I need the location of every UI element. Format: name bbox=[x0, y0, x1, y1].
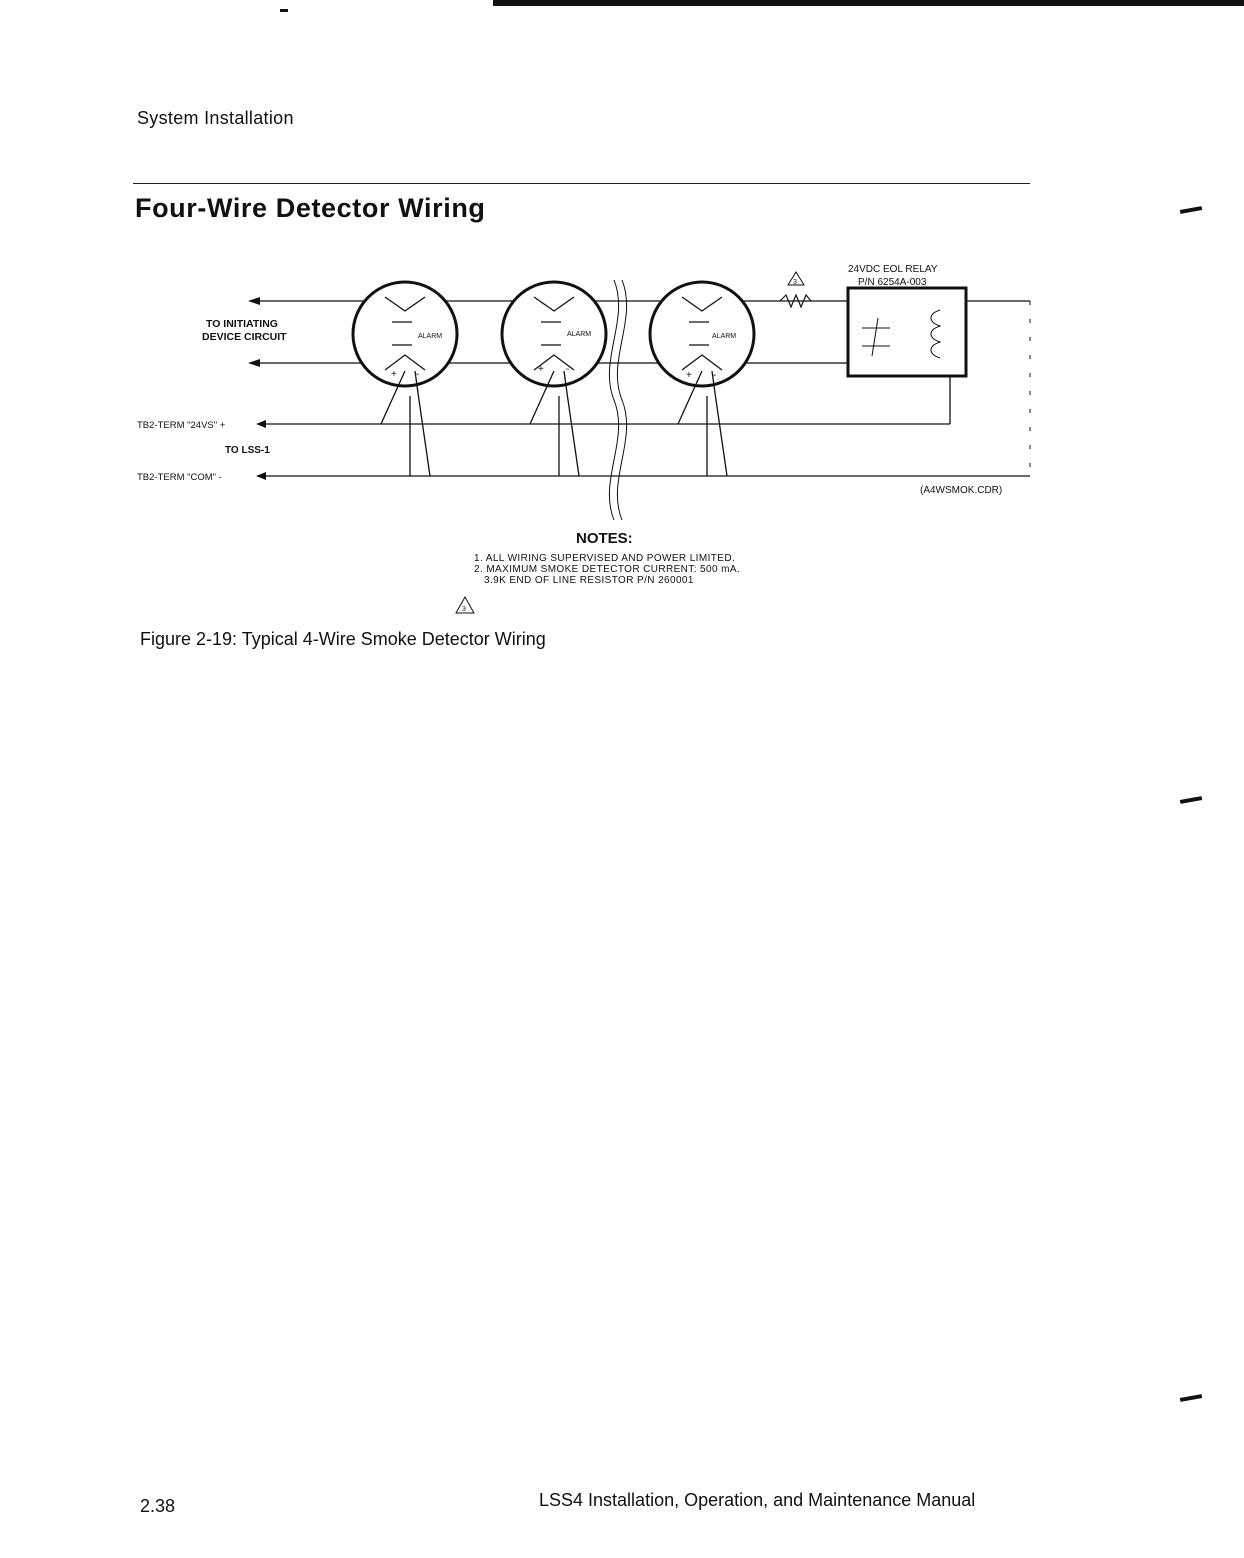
detector-3-minus: - bbox=[713, 370, 717, 381]
detector-1-plus: + bbox=[391, 369, 397, 380]
detector-3-alarm-label: ALARM bbox=[712, 333, 737, 340]
initiating-label-line2: DEVICE CIRCUIT bbox=[202, 331, 287, 343]
detector-1-minus: - bbox=[416, 369, 420, 380]
binding-mark-bottom bbox=[1180, 1394, 1202, 1402]
term-com-label: TB2-TERM "COM" - bbox=[137, 472, 222, 483]
manual-title: LSS4 Installation, Operation, and Maintenance Manual bbox=[539, 1490, 976, 1510]
smoke-detector-2 bbox=[502, 282, 606, 476]
arrow-left-com bbox=[256, 472, 266, 480]
section-title: Four-Wire Detector Wiring bbox=[135, 193, 486, 223]
smoke-detector-1 bbox=[353, 282, 457, 476]
note-3-marker-number: 3 bbox=[793, 279, 797, 286]
detector-2-plus: + bbox=[538, 364, 544, 375]
relay-label-line1: 24VDC EOL RELAY bbox=[848, 264, 938, 275]
figure-caption: Figure 2-19: Typical 4-Wire Smoke Detector Wiring bbox=[140, 629, 546, 649]
relay-label-line2: P/N 6254A-003 bbox=[858, 277, 927, 288]
binding-mark-middle bbox=[1180, 796, 1202, 804]
arrow-left-24vs bbox=[256, 420, 266, 428]
wire-break-symbol bbox=[609, 280, 626, 520]
eol-relay bbox=[848, 288, 966, 376]
initiating-label-line1: TO INITIATING bbox=[206, 318, 278, 330]
page-number: 2.38 bbox=[140, 1496, 176, 1516]
term-24vs-label: TB2-TERM "24VS" + bbox=[137, 420, 226, 431]
smoke-detector-3 bbox=[650, 282, 754, 476]
file-name-label: (A4WSMOK.CDR) bbox=[920, 485, 1003, 496]
note-item-2: 2. MAXIMUM SMOKE DETECTOR CURRENT: 500 mA. bbox=[474, 564, 741, 575]
detector-2-minus: - bbox=[566, 364, 570, 375]
wiring-diagram bbox=[0, 0, 1244, 700]
running-header: System Installation bbox=[137, 108, 294, 128]
notes-list bbox=[474, 553, 740, 586]
detector-1-alarm-label: ALARM bbox=[418, 333, 443, 340]
arrow-left-top bbox=[248, 297, 260, 305]
detector-2-alarm-label: ALARM bbox=[567, 331, 592, 338]
arrow-left-bottom bbox=[248, 359, 260, 367]
notes-title: NOTES: bbox=[576, 530, 633, 547]
to-lss-label: TO LSS-1 bbox=[225, 445, 270, 456]
note-item-3: 3.9K END OF LINE RESISTOR P/N 260001 bbox=[484, 575, 694, 586]
detector-3-plus: + bbox=[686, 370, 692, 381]
note-item-1: 1. ALL WIRING SUPERVISED AND POWER LIMITED. bbox=[474, 553, 736, 564]
notes-marker-number: 3 bbox=[462, 606, 466, 613]
